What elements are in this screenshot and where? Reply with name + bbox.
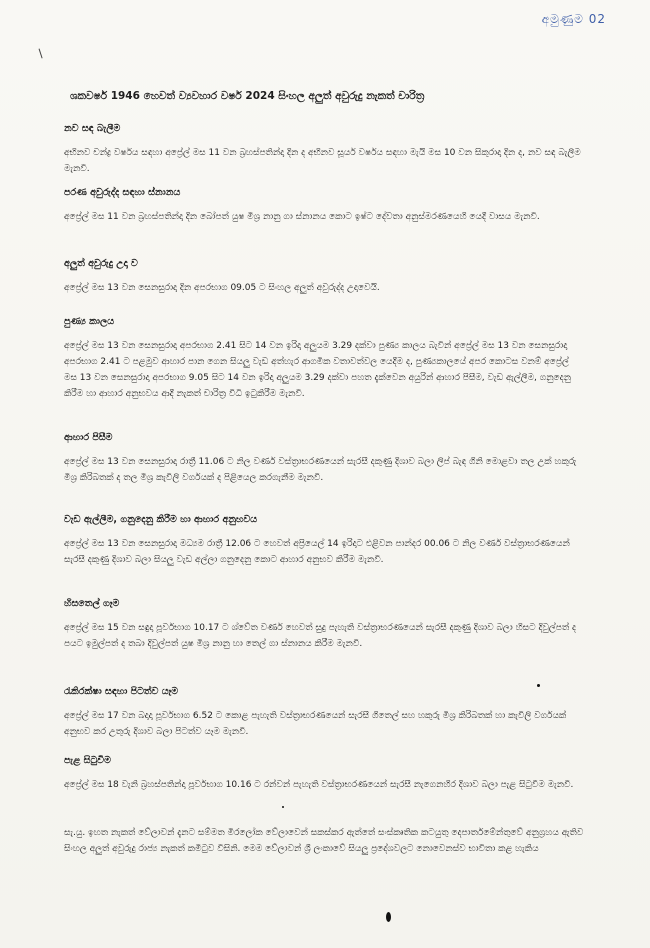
section-old-year-bath	[64, 187, 584, 225]
section-body: අප්‍රේල් මස 13 වන සෙනසුරාදා දින අපරභාග 09.05 ට සිංහල අලුත් අවුරුද්ද උදාවෙයි.	[64, 283, 380, 293]
section-body: අප්‍රේල් මස 13 වන සෙනසුරාදා මධ්‍යම රාත්‍රී 12.06 ට හෙවත් අප්‍රියෙල් 14 ඉරිදාට එළිවන පාන්දර 00.06 ට නිල වර්ණ වස්ත්‍රාභරණයෙන් සැරසී දකුණු දිශාව බලා සියලු වැඩ අල්ලා ගනුදෙනු කොට ආහාර අනුභව කිරීම මැනවි.	[64, 539, 570, 565]
annex-label: අමුණුම 02	[541, 12, 606, 26]
section-body: අප්‍රේල් මස 13 වන සෙනසුරාදා අපරභාග 2.41 සිට 14 වන ඉරිදා අලුයම 3.29 දක්වා පුණ්‍ය කාලය බැවින් අප්‍රේල් මස 13 වන සෙනසුරාදා අපරභාග 2.41 ට පළමුව ආහාර පාන ගෙන සියලු වැඩ අත්හැර ආගමික වතාවත්වල යෙදීම ද, පුණ්‍යකාලයේ අපර කොටස වනම් අප්‍රේල් මස 13 වන සෙනසුරාදා අපරභාග 9.05 සිට 14 වන ඉරිදා අලුයම 3.29 දක්වා පහත දැක්වෙන අයුරින් ආහාර පිසීම, වැඩ ඇල්ලීම, ගනුදෙනු කිරීම හා ආහාර අනුභවය ආදී නැකත් චාරිත්‍ර විධි ඉටුකිරීම මැනවි.	[64, 341, 571, 399]
footnote: සැ.යු. ඉහත නැකත් වේලාවන් දැනට සම්මත මිරලෝක වේලාවෙන් සකස්කර ඇත්තේ සංස්කෘතික කටයුතු දෙපාර්තමේන්තුවේ අනුග්‍රහය ඇතිව සිංහල අලුත් අවුරුදු රාජ්‍ය නැකත් කමිටුව විසිනි. මෙම වේලාවන් ශ්‍රී ලංකාවේ සියලු ප්‍රදේශවලට නොවෙනස්ව භාවිතා කළ හැකිය	[64, 828, 584, 854]
section-heading: හිසතෙල් ගෑම	[64, 598, 120, 609]
section-body: අප්‍රේල් මස 17 වන බදාදා පූර්වභාග 6.52 ට කොළ පැහැති වස්ත්‍රාභරණයෙන් සැරසී ගිතෙල් සහ හකුරු මිශ්‍ර කිරිබතක් හා කැවිලි වර්ගයක් අනුභව කර උතුරු දිශාව බලා පිටත්ව යෑම මැනවි.	[64, 711, 567, 737]
section-body: අභිනව චන්ද්‍ර වර්ෂය සඳහා අප්‍රේල් මස 11 වන බ්‍රහස්පතින්දා දින ද අභිනව සූර්ය වර්ෂය සඳහා මැයි මස 10 වන සිකුරාදා දින ද, නව සඳ බැලීම මැනවි.	[64, 148, 581, 174]
ink-dot	[386, 912, 391, 922]
section-heading: පරණ අවුරුද්ද සඳහා ස්නානය	[64, 187, 181, 198]
section-oil-anointing	[64, 598, 584, 652]
section-heading: රැකිරක්ෂා සඳහා පිටත්ව යෑම	[64, 686, 179, 697]
section-work-and-eating	[64, 514, 584, 568]
section-new-year-dawn	[64, 258, 584, 296]
section-body: අප්‍රේල් මස 13 වන සෙනසුරාදා රාත්‍රී 11.06 ට නිල වර්ණ වස්ත්‍රාභරණයෙන් සැරසී දකුණු දිශාව බලා ලිප් බැඳ ගිනි මොළවා තල උක් හකුරු මිශ්‍ර කිරිබතක් ද තල මිශ්‍ර කැවිලි වර්ගයක් ද පිළියෙල කරගැනීම මැනවි.	[64, 457, 577, 483]
section-body: අප්‍රේල් මස 11 වන බ්‍රහස්පතින්දා දින බෝපත් යුෂ මිශ්‍ර නානු ගා ස්නානය කොට ඉෂ්ට දේවතා අනුස්මරණයෙහි යෙදී වාසය මැනවි.	[64, 212, 540, 222]
section-heading: නව සඳ බැලීම	[64, 123, 121, 134]
section-heading: වැඩ ඇල්ලීම, ගනුදෙනු කිරීම හා ආහාර අනුභවය	[64, 514, 258, 525]
section-heading: ආහාර පිසීම	[64, 432, 113, 443]
document-title: ශකවර්ෂ 1946 හෙවත් ව්‍යවහාර වර්ෂ 2024 සිංහල අලුත් අවුරුදු නැකත් චාරිත්‍ර	[70, 90, 425, 102]
fold-mark	[39, 48, 46, 59]
section-heading: පැළ සිටුවීම	[64, 755, 111, 766]
section-planting	[64, 755, 584, 793]
section-auspicious-period	[64, 316, 584, 402]
section-new-moon	[64, 123, 584, 177]
ink-dot	[537, 684, 540, 687]
section-leaving-for-work	[64, 686, 584, 740]
section-body: අප්‍රේල් මස 15 වන සඳුදා පූර්වභාග 10.17 ට ශ්වේත වර්ණ හෙවත් සුදු පැහැති වස්ත්‍රාභරණයෙන් සැරසී දකුණු දිශාව බලා හිසට දිවුල්පත් ද පයට ඉමුල්පත් ද තබා දිවුල්පත් යුෂ මිශ්‍ර නානු හා තෙල් ගා ස්නානය කිරීම මැනවි.	[64, 623, 577, 649]
section-body: අප්‍රේල් මස 18 වැනි බ්‍රහස්පතින්දා පූර්වභාග 10.16 ට රන්වන් පැහැති වස්ත්‍රාභරණයෙන් සැරසී නැගෙනහිර දිශාව බලා පැළ සිටුවීම මැනවි.	[64, 780, 574, 790]
section-heading: අලුත් අවුරුදු උදා ව	[64, 258, 138, 269]
ink-dot	[282, 806, 284, 808]
section-preparing-meals	[64, 432, 584, 486]
section-heading: පුණ්‍ය කාලය	[64, 316, 115, 327]
